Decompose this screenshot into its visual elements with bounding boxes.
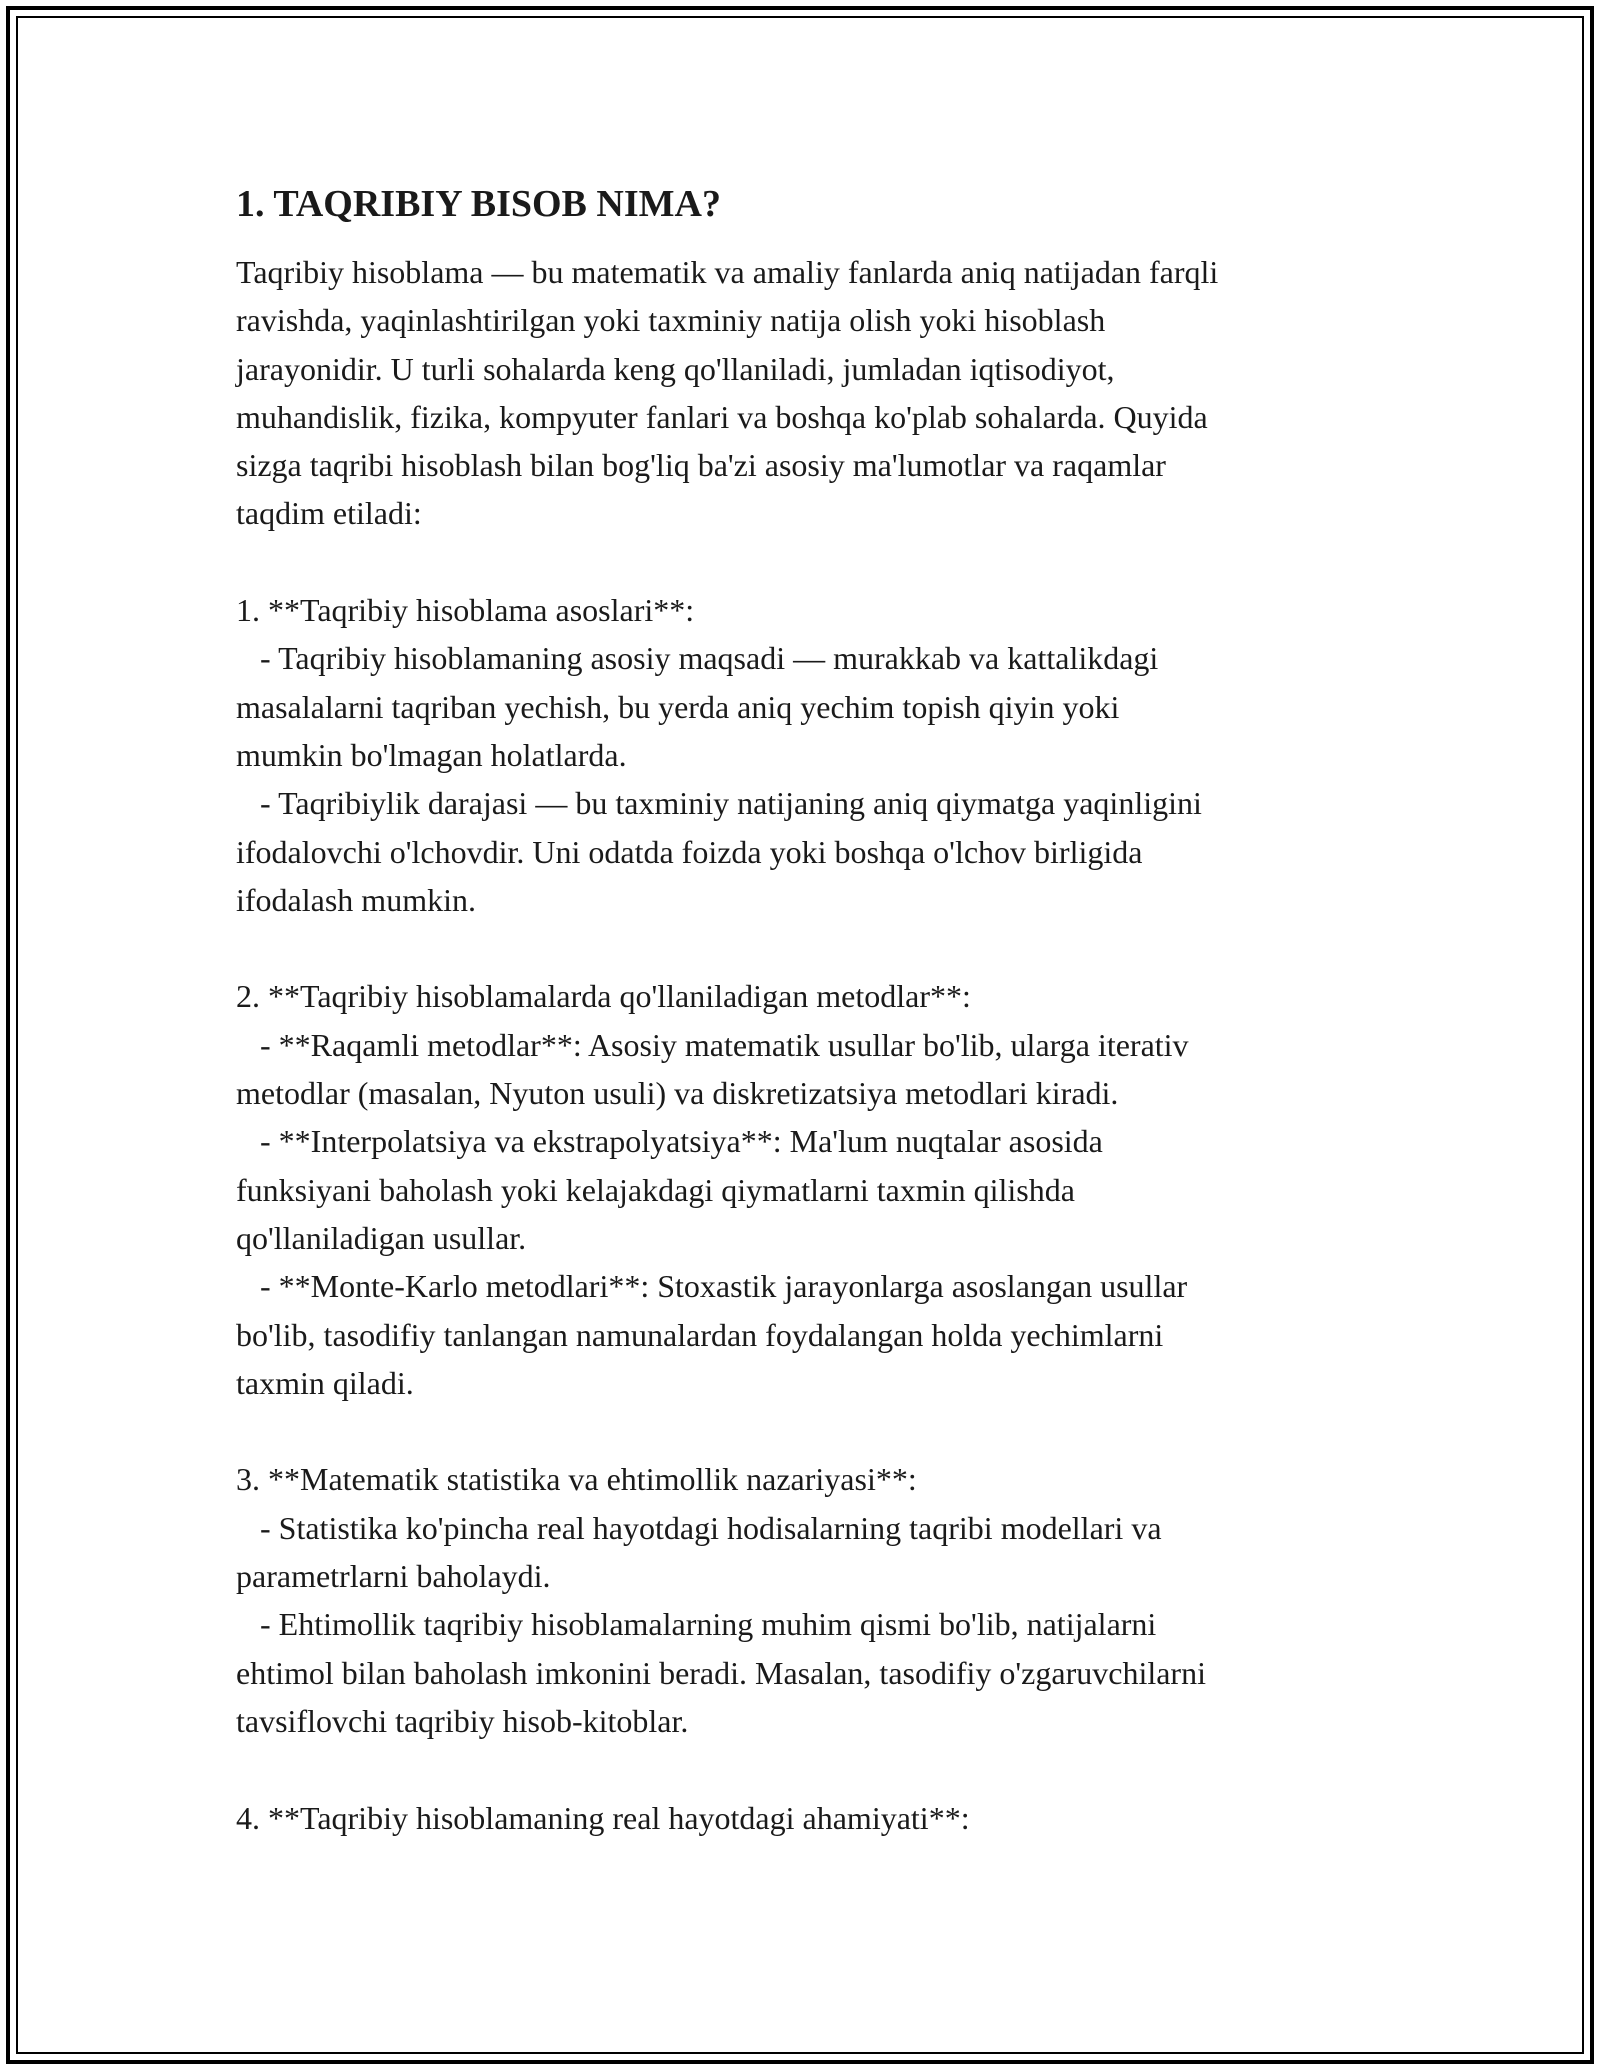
text-line: 2. **Taqribiy hisoblamalarda qo'llaniladigan metodlar**: xyxy=(236,978,971,1015)
text-line: funksiyani baholash yoki kelajakdagi qiymatlarni taxmin qilishda xyxy=(236,1171,1075,1208)
text-line: - Taqribiylik darajasi — bu taxminiy natijaning aniq qiymatga yaqinligini xyxy=(236,785,1202,822)
document-title: 1. TAQRIBIY BISOB NIMA? xyxy=(236,183,721,225)
document-body xyxy=(236,180,1396,1842)
text-line: - Ehtimollik taqribiy hisoblamalarning muhim qismi bo'lib, natijalarni xyxy=(236,1606,1157,1643)
text-line: masalalarni taqriban yechish, bu yerda aniq yechim topish qiyin yoki xyxy=(236,688,1120,725)
text-line: - **Monte-Karlo metodlari**: Stoxastik jarayonlarga asoslangan usullar xyxy=(236,1268,1188,1305)
blank-line xyxy=(236,1745,1396,1793)
blank-line xyxy=(236,924,1396,972)
text-line: - Taqribiy hisoblamaning asosiy maqsadi — murakkab va kattalikdagi xyxy=(236,640,1159,677)
text-line: - **Interpolatsiya va ekstrapolyatsiya**: Ma'lum nuqtalar asosida xyxy=(236,1123,1103,1160)
text-line: metodlar (masalan, Nyuton usuli) va diskretizatsiya metodlari kiradi. xyxy=(236,1075,1119,1112)
document-text xyxy=(236,248,1396,1842)
text-line: taqdim etiladi: xyxy=(236,495,422,532)
text-line: mumkin bo'lmagan holatlarda. xyxy=(236,736,627,773)
text-line: parametrlarni baholaydi. xyxy=(236,1558,551,1595)
text-line: ravishda, yaqinlashtirilgan yoki taxminiy natija olish yoki hisoblash xyxy=(236,302,1106,339)
text-line: qo'llaniladigan usullar. xyxy=(236,1219,527,1256)
text-line: Taqribiy hisoblama — bu matematik va amaliy fanlarda aniq natijadan farqli xyxy=(236,254,1219,290)
blank-line xyxy=(236,538,1396,586)
text-line: ifodalash mumkin. xyxy=(236,881,476,918)
text-line: sizga taqribi hisoblash bilan bog'liq ba'zi asosiy ma'lumotlar va raqamlar xyxy=(236,447,1166,484)
text-line: taxmin qiladi. xyxy=(236,1364,414,1401)
text-line: jarayonidir. U turli sohalarda keng qo'llaniladi, jumladan iqtisodiyot, xyxy=(236,350,1115,387)
text-line: bo'lib, tasodifiy tanlangan namunalardan foydalangan holda yechimlarni xyxy=(236,1316,1164,1353)
text-line: ifodalovchi o'lchovdir. Uni odatda foizda yoki boshqa o'lchov birligida xyxy=(236,833,1143,870)
text-line: - **Raqamli metodlar**: Asosiy matematik usullar bo'lib, ularga iterativ xyxy=(236,1026,1189,1063)
text-line: tavsiflovchi taqribiy hisob-kitoblar. xyxy=(236,1702,689,1739)
text-line: 4. **Taqribiy hisoblamaning real hayotdagi ahamiyati**: xyxy=(236,1799,970,1836)
text-line: - Statistika ko'pincha real hayotdagi hodisalarning taqribi modellari va xyxy=(236,1509,1162,1546)
blank-line xyxy=(236,1407,1396,1455)
text-line: 3. **Matematik statistika va ehtimollik nazariyasi**: xyxy=(236,1461,917,1498)
text-line: 1. **Taqribiy hisoblama asoslari**: xyxy=(236,592,695,629)
text-line: ehtimol bilan baholash imkonini beradi. Masalan, tasodifiy o'zgaruvchilarni xyxy=(236,1654,1206,1691)
text-line: muhandislik, fizika, kompyuter fanlari va boshqa ko'plab sohalarda. Quyida xyxy=(236,398,1208,435)
